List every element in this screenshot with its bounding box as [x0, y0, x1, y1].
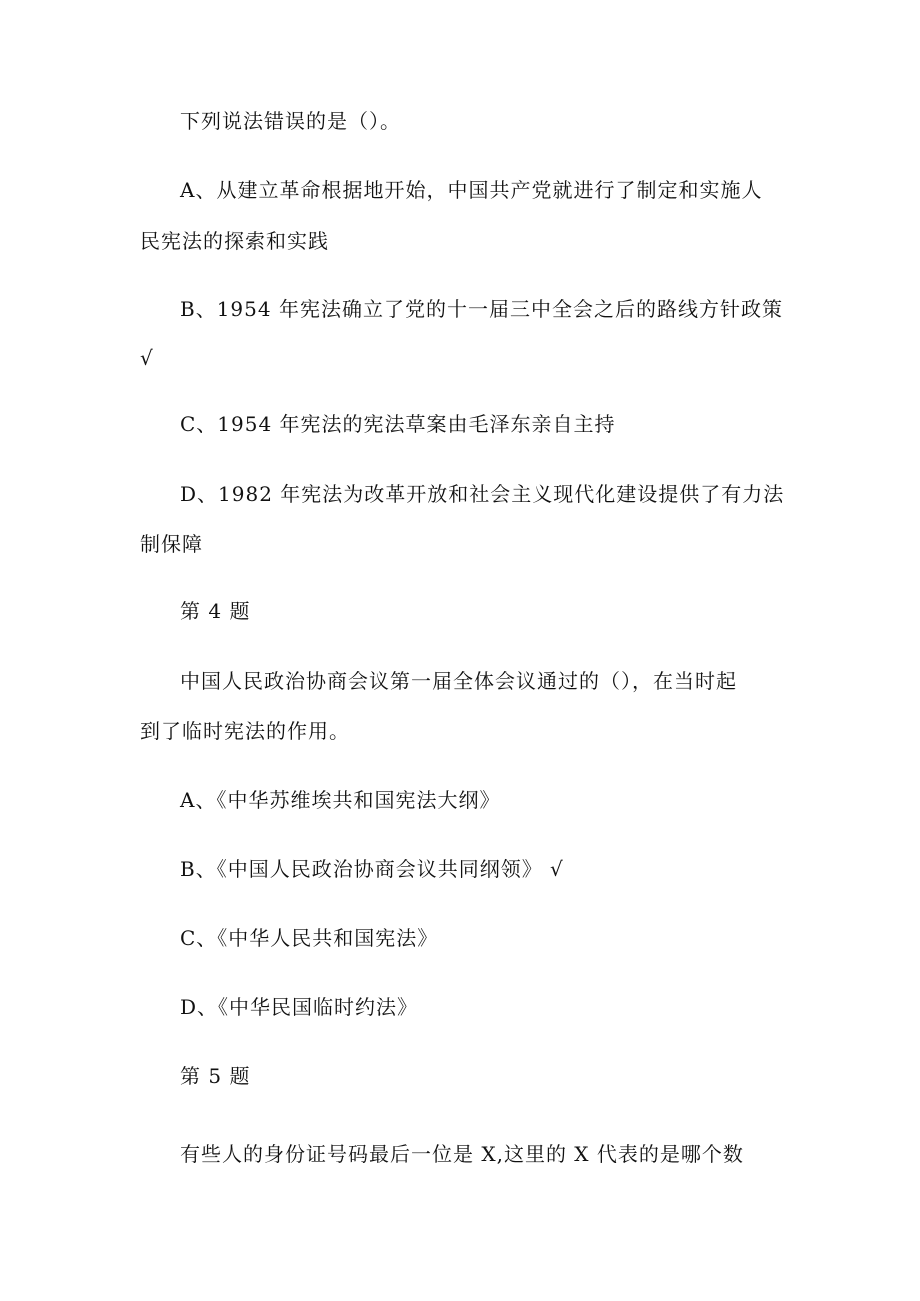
- q5-stem-line1: 有些人的身份证号码最后一位是 X,这里的 X 代表的是哪个数: [180, 1142, 744, 1166]
- q4-option-b: B、《中国人民政治协商会议共同纲领》 √: [180, 857, 564, 881]
- q4-stem-line2: 到了临时宪法的作用。: [140, 719, 350, 743]
- q4-option-d: D、《中华民国临时约法》: [180, 995, 419, 1019]
- q4-option-a: A、《中华苏维埃共和国宪法大纲》: [180, 788, 501, 812]
- q4-heading: 第 4 题: [180, 599, 251, 623]
- q3-option-c: C、1954 年宪法的宪法草案由毛泽东亲自主持: [180, 412, 616, 436]
- q3-option-b-line1: B、1954 年宪法确立了党的十一届三中全会之后的路线方针政策: [180, 297, 783, 321]
- q3-option-d-line2: 制保障: [140, 532, 203, 556]
- q3-stem: 下列说法错误的是（）。: [180, 109, 401, 133]
- q3-option-a-line1: A、从建立革命根据地开始，中国共产党就进行了制定和实施人: [180, 178, 763, 202]
- q3-option-b-checkmark: √: [140, 346, 154, 370]
- q3-option-d-line1: D、1982 年宪法为改革开放和社会主义现代化建设提供了有力法: [180, 482, 785, 506]
- q4-stem-line1: 中国人民政治协商会议第一届全体会议通过的（），在当时起: [180, 669, 737, 693]
- q5-heading: 第 5 题: [180, 1064, 251, 1088]
- q3-option-a-line2: 民宪法的探索和实践: [140, 229, 329, 253]
- q4-option-c: C、《中华人民共和国宪法》: [180, 926, 439, 950]
